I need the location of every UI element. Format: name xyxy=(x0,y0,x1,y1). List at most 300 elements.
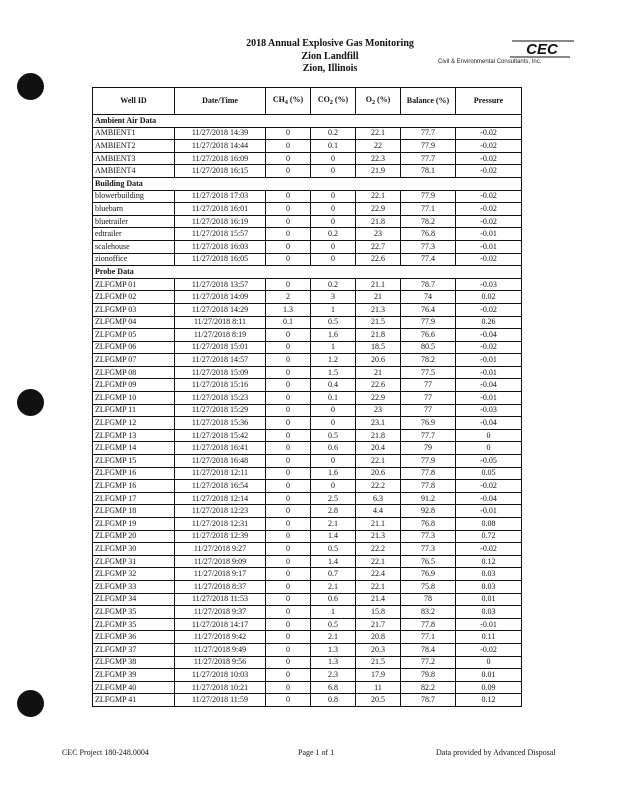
col-header-balance: Balance (%) xyxy=(401,88,456,115)
cell-balance: 77.7 xyxy=(401,429,456,442)
binder-hole-middle xyxy=(17,389,44,416)
table-row xyxy=(93,492,522,505)
table-row xyxy=(93,442,522,455)
cell-o2: 20.5 xyxy=(356,694,401,707)
cell-co2: 2.3 xyxy=(311,669,356,682)
cell-o2: 20.3 xyxy=(356,643,401,656)
cell-well-id: ZLFGMP 39 xyxy=(93,669,175,682)
cell-co2: 0.4 xyxy=(311,379,356,392)
col-header-o2: $O_2$ (%) xyxy=(356,88,401,115)
cell-well-id: ZLFGMP 03 xyxy=(93,303,175,316)
cell-datetime: 11/27/2018 16:01 xyxy=(175,203,266,216)
cell-o2: 22.3 xyxy=(356,152,401,165)
table-row xyxy=(93,681,522,694)
table-row xyxy=(93,379,522,392)
cell-o2: 21.1 xyxy=(356,278,401,291)
cell-pressure: -0.01 xyxy=(456,505,522,518)
cell-co2: 1 xyxy=(311,606,356,619)
cell-ch4: 0 xyxy=(266,404,311,417)
cell-balance: 78.2 xyxy=(401,354,456,367)
cell-datetime: 11/27/2018 12:23 xyxy=(175,505,266,518)
cell-balance: 78.7 xyxy=(401,278,456,291)
cell-well-id: ZLFGMP 37 xyxy=(93,643,175,656)
cell-well-id: ZLFGMP 16 xyxy=(93,480,175,493)
cell-o2: 6.3 xyxy=(356,492,401,505)
cell-balance: 76.4 xyxy=(401,303,456,316)
cell-datetime: 11/27/2018 9:56 xyxy=(175,656,266,669)
cell-co2: 0 xyxy=(311,455,356,468)
cell-datetime: 11/27/2018 14:09 xyxy=(175,291,266,304)
section-header-row xyxy=(93,177,522,190)
cell-co2: 2.1 xyxy=(311,518,356,531)
cell-co2: 0.2 xyxy=(311,127,356,140)
cell-datetime: 11/27/2018 11:53 xyxy=(175,593,266,606)
cell-ch4: 0 xyxy=(266,568,311,581)
cell-ch4: 1.3 xyxy=(266,303,311,316)
cell-ch4: 0 xyxy=(266,190,311,203)
section-title: Building Data xyxy=(93,177,522,190)
cell-balance: 77.9 xyxy=(401,140,456,153)
cell-balance: 78.7 xyxy=(401,694,456,707)
cell-ch4: 2 xyxy=(266,291,311,304)
table-row xyxy=(93,165,522,178)
cell-well-id: AMBIENT2 xyxy=(93,140,175,153)
cell-balance: 77.9 xyxy=(401,190,456,203)
table-row xyxy=(93,669,522,682)
cell-ch4: 0 xyxy=(266,152,311,165)
cell-datetime: 11/27/2018 9:09 xyxy=(175,555,266,568)
cell-co2: 0.5 xyxy=(311,429,356,442)
table-row xyxy=(93,152,522,165)
cell-well-id: ZLFGMP 15 xyxy=(93,455,175,468)
cell-o2: 17.9 xyxy=(356,669,401,682)
col-header-datetime: Date/Time xyxy=(175,88,266,115)
cell-o2: 21 xyxy=(356,366,401,379)
cell-o2: 21.8 xyxy=(356,329,401,342)
cell-well-id: ZLFGMP 33 xyxy=(93,580,175,593)
cell-balance: 80.5 xyxy=(401,341,456,354)
cell-datetime: 11/27/2018 15:23 xyxy=(175,392,266,405)
cell-datetime: 11/27/2018 15:09 xyxy=(175,366,266,379)
cell-datetime: 11/27/2018 15:01 xyxy=(175,341,266,354)
cell-co2: 0 xyxy=(311,165,356,178)
cell-balance: 77.9 xyxy=(401,455,456,468)
table-row xyxy=(93,354,522,367)
cell-well-id: ZLFGMP 02 xyxy=(93,291,175,304)
cell-datetime: 11/27/2018 9:27 xyxy=(175,543,266,556)
cell-pressure: 0.01 xyxy=(456,593,522,606)
cell-o2: 22.6 xyxy=(356,379,401,392)
cell-co2: 0.6 xyxy=(311,593,356,606)
cell-ch4: 0 xyxy=(266,341,311,354)
cell-pressure: -0.01 xyxy=(456,392,522,405)
cell-pressure: 0 xyxy=(456,429,522,442)
cell-well-id: ZLFGMP 38 xyxy=(93,656,175,669)
table-row xyxy=(93,429,522,442)
cell-balance: 77.8 xyxy=(401,467,456,480)
cell-ch4: 0 xyxy=(266,140,311,153)
cell-pressure: -0.02 xyxy=(456,203,522,216)
cell-pressure: -0.02 xyxy=(456,165,522,178)
cell-pressure: -0.02 xyxy=(456,152,522,165)
cell-o2: 22.4 xyxy=(356,568,401,581)
cell-ch4: 0 xyxy=(266,656,311,669)
cell-o2: 21.4 xyxy=(356,593,401,606)
table-row xyxy=(93,694,522,707)
cell-datetime: 11/27/2018 12:39 xyxy=(175,530,266,543)
cell-balance: 79 xyxy=(401,442,456,455)
table-row xyxy=(93,329,522,342)
cell-well-id: bluebarn xyxy=(93,203,175,216)
cell-pressure: -0.01 xyxy=(456,618,522,631)
cell-well-id: ZLFGMP 35 xyxy=(93,618,175,631)
cell-balance: 91.2 xyxy=(401,492,456,505)
cell-balance: 77.1 xyxy=(401,203,456,216)
table-row xyxy=(93,555,522,568)
cell-ch4: 0 xyxy=(266,228,311,241)
cell-co2: 1.6 xyxy=(311,329,356,342)
cell-ch4: 0 xyxy=(266,467,311,480)
cell-datetime: 11/27/2018 15:57 xyxy=(175,228,266,241)
cell-co2: 1.4 xyxy=(311,555,356,568)
cell-ch4: 0.1 xyxy=(266,316,311,329)
cell-well-id: scalehouse xyxy=(93,240,175,253)
cell-balance: 75.8 xyxy=(401,580,456,593)
cell-co2: 1.4 xyxy=(311,530,356,543)
cell-o2: 22.1 xyxy=(356,190,401,203)
cell-pressure: 0 xyxy=(456,442,522,455)
cell-pressure: 0.02 xyxy=(456,291,522,304)
cell-o2: 20.8 xyxy=(356,631,401,644)
cell-well-id: ZLFGMP 35 xyxy=(93,606,175,619)
cell-ch4: 0 xyxy=(266,643,311,656)
cell-well-id: ZLFGMP 04 xyxy=(93,316,175,329)
cell-datetime: 11/27/2018 12:31 xyxy=(175,518,266,531)
cell-ch4: 0 xyxy=(266,543,311,556)
cell-well-id: ZLFGMP 20 xyxy=(93,530,175,543)
table-row xyxy=(93,505,522,518)
binder-hole-bottom xyxy=(17,690,44,717)
cell-o2: 23.1 xyxy=(356,417,401,430)
cell-ch4: 0 xyxy=(266,606,311,619)
cell-ch4: 0 xyxy=(266,165,311,178)
cell-datetime: 11/27/2018 16:03 xyxy=(175,240,266,253)
table-row xyxy=(93,127,522,140)
cell-well-id: edtrailer xyxy=(93,228,175,241)
cell-ch4: 0 xyxy=(266,392,311,405)
cell-well-id: ZLFGMP 06 xyxy=(93,341,175,354)
cell-o2: 21.8 xyxy=(356,429,401,442)
cell-co2: 2.1 xyxy=(311,580,356,593)
cell-ch4: 0 xyxy=(266,354,311,367)
cell-o2: 21.8 xyxy=(356,215,401,228)
cell-co2: 1.2 xyxy=(311,354,356,367)
cell-co2: 0 xyxy=(311,190,356,203)
cell-datetime: 11/27/2018 13:57 xyxy=(175,278,266,291)
cell-datetime: 11/27/2018 12:11 xyxy=(175,467,266,480)
cell-well-id: ZLFGMP 09 xyxy=(93,379,175,392)
title-line-3: Zion, Illinois xyxy=(302,63,358,74)
cell-ch4: 0 xyxy=(266,530,311,543)
cell-o2: 18.5 xyxy=(356,341,401,354)
cell-o2: 21.9 xyxy=(356,165,401,178)
col-header-ch4: $CH_4$ (%) xyxy=(266,88,311,115)
cell-co2: 0 xyxy=(311,203,356,216)
cell-datetime: 11/27/2018 9:42 xyxy=(175,631,266,644)
cell-well-id: AMBIENT4 xyxy=(93,165,175,178)
cell-balance: 77.1 xyxy=(401,631,456,644)
cell-datetime: 11/27/2018 9:37 xyxy=(175,606,266,619)
cell-co2: 0.2 xyxy=(311,228,356,241)
table-row xyxy=(93,215,522,228)
footer-project: CEC Project 180-248.0004 xyxy=(62,748,149,757)
cell-well-id: ZLFGMP 05 xyxy=(93,329,175,342)
title-line-2: Zion Landfill xyxy=(301,50,359,62)
cell-datetime: 11/27/2018 14:17 xyxy=(175,618,266,631)
cell-o2: 22.2 xyxy=(356,480,401,493)
cell-datetime: 11/27/2018 16:15 xyxy=(175,165,266,178)
cell-ch4: 0 xyxy=(266,681,311,694)
cell-pressure: 0.26 xyxy=(456,316,522,329)
cell-co2: 0 xyxy=(311,152,356,165)
table-row xyxy=(93,341,522,354)
cell-datetime: 11/27/2018 16:48 xyxy=(175,455,266,468)
cell-ch4: 0 xyxy=(266,505,311,518)
cell-co2: 6.8 xyxy=(311,681,356,694)
cell-pressure: -0.02 xyxy=(456,303,522,316)
cell-datetime: 11/27/2018 14:57 xyxy=(175,354,266,367)
table-row xyxy=(93,543,522,556)
cell-balance: 76.5 xyxy=(401,555,456,568)
cell-balance: 78.2 xyxy=(401,215,456,228)
cell-o2: 22 xyxy=(356,140,401,153)
table-row xyxy=(93,417,522,430)
cell-co2: 0.8 xyxy=(311,694,356,707)
cell-well-id: ZLFGMP 01 xyxy=(93,278,175,291)
cell-ch4: 0 xyxy=(266,694,311,707)
cell-datetime: 11/27/2018 16:19 xyxy=(175,215,266,228)
cell-co2: 0.5 xyxy=(311,618,356,631)
cell-balance: 77 xyxy=(401,404,456,417)
cell-o2: 21.1 xyxy=(356,518,401,531)
cell-pressure: 0.08 xyxy=(456,518,522,531)
cell-pressure: 0.11 xyxy=(456,631,522,644)
cell-ch4: 0 xyxy=(266,253,311,266)
cell-o2: 22.1 xyxy=(356,580,401,593)
cell-ch4: 0 xyxy=(266,580,311,593)
cell-well-id: ZLFGMP 19 xyxy=(93,518,175,531)
cell-o2: 22.9 xyxy=(356,203,401,216)
cell-datetime: 11/27/2018 16:05 xyxy=(175,253,266,266)
cell-o2: 21.3 xyxy=(356,530,401,543)
report-title xyxy=(200,38,460,76)
cell-co2: 0.7 xyxy=(311,568,356,581)
cell-co2: 0 xyxy=(311,215,356,228)
cell-pressure: -0.02 xyxy=(456,480,522,493)
table-row xyxy=(93,366,522,379)
cell-balance: 77 xyxy=(401,379,456,392)
cell-o2: 11 xyxy=(356,681,401,694)
cell-balance: 76.9 xyxy=(401,417,456,430)
cell-datetime: 11/27/2018 9:49 xyxy=(175,643,266,656)
cell-o2: 21 xyxy=(356,291,401,304)
cell-ch4: 0 xyxy=(266,366,311,379)
cell-co2: 0 xyxy=(311,253,356,266)
cell-well-id: ZLFGMP 13 xyxy=(93,429,175,442)
cell-pressure: -0.01 xyxy=(456,354,522,367)
cell-pressure: -0.05 xyxy=(456,455,522,468)
cell-balance: 77.3 xyxy=(401,530,456,543)
cell-co2: 1 xyxy=(311,341,356,354)
cell-balance: 78.1 xyxy=(401,165,456,178)
cell-well-id: zionoffice xyxy=(93,253,175,266)
section-title: Probe Data xyxy=(93,266,522,279)
cell-o2: 23 xyxy=(356,228,401,241)
cell-well-id: ZLFGMP 34 xyxy=(93,593,175,606)
cell-co2: 1.5 xyxy=(311,366,356,379)
cell-co2: 1.3 xyxy=(311,656,356,669)
table-header-row xyxy=(93,88,522,115)
cell-ch4: 0 xyxy=(266,278,311,291)
cell-ch4: 0 xyxy=(266,618,311,631)
cell-well-id: ZLFGMP 10 xyxy=(93,392,175,405)
cell-o2: 21.7 xyxy=(356,618,401,631)
cell-pressure: -0.04 xyxy=(456,492,522,505)
cell-o2: 15.8 xyxy=(356,606,401,619)
cell-well-id: ZLFGMP 30 xyxy=(93,543,175,556)
cell-balance: 79.8 xyxy=(401,669,456,682)
cell-ch4: 0 xyxy=(266,379,311,392)
cell-well-id: AMBIENT1 xyxy=(93,127,175,140)
cell-co2: 0.2 xyxy=(311,278,356,291)
cell-o2: 20.6 xyxy=(356,467,401,480)
cell-co2: 0.1 xyxy=(311,392,356,405)
cell-ch4: 0 xyxy=(266,669,311,682)
table-row xyxy=(93,392,522,405)
cell-co2: 2.1 xyxy=(311,631,356,644)
table-row xyxy=(93,404,522,417)
table-row xyxy=(93,530,522,543)
cell-pressure: 0.72 xyxy=(456,530,522,543)
cell-well-id: ZLFGMP 31 xyxy=(93,555,175,568)
cell-balance: 77.8 xyxy=(401,618,456,631)
table-row xyxy=(93,631,522,644)
cell-balance: 74 xyxy=(401,291,456,304)
cell-balance: 82.2 xyxy=(401,681,456,694)
cell-co2: 0.1 xyxy=(311,140,356,153)
cell-well-id: AMBIENT3 xyxy=(93,152,175,165)
cell-o2: 22.7 xyxy=(356,240,401,253)
cell-datetime: 11/27/2018 15:42 xyxy=(175,429,266,442)
table-row xyxy=(93,228,522,241)
table-row xyxy=(93,140,522,153)
table-row xyxy=(93,580,522,593)
col-header-well-id: Well ID xyxy=(93,88,175,115)
cell-balance: 76.6 xyxy=(401,329,456,342)
cell-co2: 0 xyxy=(311,480,356,493)
title-line-1: 2018 Annual Explosive Gas Monitoring xyxy=(246,38,414,49)
cell-co2: 0 xyxy=(311,404,356,417)
cell-co2: 3 xyxy=(311,291,356,304)
cell-o2: 4.4 xyxy=(356,505,401,518)
cell-o2: 23 xyxy=(356,404,401,417)
cell-balance: 77 xyxy=(401,392,456,405)
cell-well-id: ZLFGMP 12 xyxy=(93,417,175,430)
cell-pressure: -0.01 xyxy=(456,228,522,241)
cell-o2: 21.5 xyxy=(356,316,401,329)
table-row xyxy=(93,303,522,316)
cell-co2: 1.3 xyxy=(311,643,356,656)
cell-co2: 1.6 xyxy=(311,467,356,480)
cec-logo-text: CEC xyxy=(526,41,558,58)
cell-o2: 21.5 xyxy=(356,656,401,669)
cell-well-id: ZLFGMP 11 xyxy=(93,404,175,417)
cell-pressure: 0.09 xyxy=(456,681,522,694)
table-row xyxy=(93,656,522,669)
cell-well-id: ZLFGMP 14 xyxy=(93,442,175,455)
cell-well-id: ZLFGMP 41 xyxy=(93,694,175,707)
cell-balance: 78.4 xyxy=(401,643,456,656)
cell-ch4: 0 xyxy=(266,215,311,228)
cell-datetime: 11/27/2018 8:19 xyxy=(175,329,266,342)
cell-pressure: -0.04 xyxy=(456,329,522,342)
cell-pressure: -0.01 xyxy=(456,366,522,379)
table-row xyxy=(93,593,522,606)
cell-pressure: -0.04 xyxy=(456,379,522,392)
cell-o2: 20.4 xyxy=(356,442,401,455)
cell-balance: 77.7 xyxy=(401,127,456,140)
cell-co2: 0.5 xyxy=(311,316,356,329)
table-row xyxy=(93,455,522,468)
cell-ch4: 0 xyxy=(266,127,311,140)
cell-balance: 77.3 xyxy=(401,543,456,556)
cell-pressure: -0.02 xyxy=(456,643,522,656)
cell-datetime: 11/27/2018 16:09 xyxy=(175,152,266,165)
cell-pressure: -0.02 xyxy=(456,253,522,266)
cell-datetime: 11/27/2018 11:59 xyxy=(175,694,266,707)
cell-balance: 77.2 xyxy=(401,656,456,669)
cell-balance: 92.8 xyxy=(401,505,456,518)
col-header-co2: $CO_2$ (%) xyxy=(311,88,356,115)
cell-o2: 21.3 xyxy=(356,303,401,316)
cell-co2: 2.5 xyxy=(311,492,356,505)
table-body xyxy=(93,115,522,707)
section-header-row xyxy=(93,115,522,128)
cell-pressure: -0.02 xyxy=(456,215,522,228)
cell-co2: 0 xyxy=(311,240,356,253)
cell-co2: 0.5 xyxy=(311,543,356,556)
table-row xyxy=(93,316,522,329)
cell-datetime: 11/27/2018 16:41 xyxy=(175,442,266,455)
cell-datetime: 11/27/2018 14:29 xyxy=(175,303,266,316)
cell-balance: 77.8 xyxy=(401,480,456,493)
cell-ch4: 0 xyxy=(266,329,311,342)
footer-provider: Data provided by Advanced Disposal xyxy=(436,748,556,757)
cell-ch4: 0 xyxy=(266,240,311,253)
cell-co2: 0 xyxy=(311,417,356,430)
cell-balance: 76.9 xyxy=(401,568,456,581)
cell-datetime: 11/27/2018 14:44 xyxy=(175,140,266,153)
cell-datetime: 11/27/2018 15:36 xyxy=(175,417,266,430)
cell-pressure: 0.03 xyxy=(456,568,522,581)
cell-well-id: ZLFGMP 18 xyxy=(93,505,175,518)
cell-datetime: 11/27/2018 10:03 xyxy=(175,669,266,682)
table-row xyxy=(93,253,522,266)
cell-balance: 78 xyxy=(401,593,456,606)
cell-co2: 0.6 xyxy=(311,442,356,455)
cell-ch4: 0 xyxy=(266,455,311,468)
cell-datetime: 11/27/2018 15:16 xyxy=(175,379,266,392)
